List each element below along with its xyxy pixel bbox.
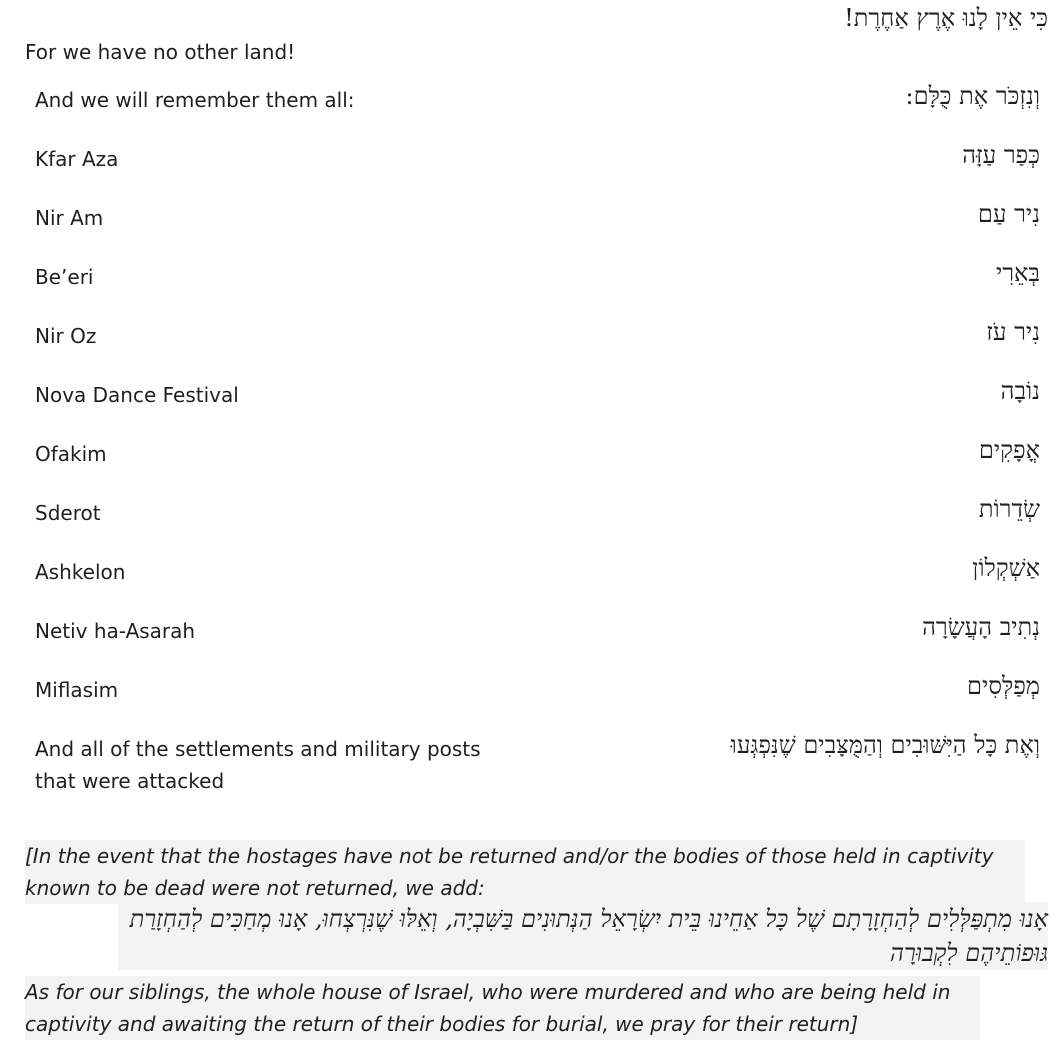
- memorial-table: [24, 78, 1051, 807]
- row-hebrew: נְתִיב הָעֲשָׂרָה: [922, 613, 1040, 641]
- hostage-note-hebrew: אָנוּ מִתְפַּלְּלִים לְהַחְזָרָתָם שֶׁל כָּל אַחֵינוּ בֵּית יִשְׂרָאֵל הַנְּתוּנִים בַּשִּׁבְיָה, וְאֵלּוּ שֶׁנִּרְצְחוּ, אָנוּ מְחַכִּים לְהַחְזָרַת גּוּפוֹתֵיהֶם לִקְבוּרָה: [118, 902, 1048, 970]
- table-row: [24, 196, 1051, 255]
- row-hebrew: וְנִזְכֹּר אֶת כֻּלָּם:: [905, 82, 1040, 110]
- table-row: [24, 491, 1051, 550]
- header-hebrew: כִּי אֵין לָנוּ אֶרֶץ אַחֶרֶת!: [844, 4, 1048, 32]
- row-english: Miflasim: [35, 678, 119, 702]
- row-hebrew: נוֹבָה: [1000, 377, 1040, 405]
- row-english: Nir Oz: [35, 324, 97, 348]
- table-row: [24, 255, 1051, 314]
- row-english: And all of the settlements and military posts that were attacked: [35, 737, 481, 793]
- row-english: Ofakim: [35, 442, 107, 466]
- table-row: [24, 314, 1051, 373]
- table-row: [24, 727, 1051, 807]
- table-row: [24, 432, 1051, 491]
- row-english: Netiv ha-Asarah: [35, 619, 196, 643]
- row-hebrew: בְּאֵרִי: [995, 259, 1040, 287]
- row-english: Be’eri: [35, 265, 94, 289]
- table-row: [24, 373, 1051, 432]
- row-hebrew: כְּפַר עַזָּה: [962, 141, 1040, 169]
- row-english: And we will remember them all:: [35, 88, 355, 112]
- header-english: For we have no other land!: [25, 40, 296, 64]
- table-row: [24, 78, 1051, 137]
- table-row: [24, 609, 1051, 668]
- row-hebrew: אֳפָקִים: [978, 436, 1040, 464]
- table-row: [24, 550, 1051, 609]
- row-hebrew: אַשְׁקְלוֹן: [972, 554, 1040, 582]
- table-row: [24, 137, 1051, 196]
- row-english: Kfar Aza: [35, 147, 119, 171]
- row-english: Nova Dance Festival: [35, 383, 239, 407]
- row-english: Ashkelon: [35, 560, 126, 584]
- row-english: Nir Am: [35, 206, 104, 230]
- row-hebrew: נִיר עֹז: [986, 318, 1040, 346]
- hostage-note-intro: [In the event that the hostages have not be returned and/or the bodies of those held in captivity known to be dead were not returned, we add:: [25, 840, 1025, 904]
- row-english: Sderot: [35, 501, 101, 525]
- table-row: [24, 668, 1051, 727]
- row-hebrew: וְאֶת כָּל הַיִּשּׁוּבִים וְהַמֻּצָּבִים שֶׁנִּפְגְּעוּ: [730, 731, 1040, 759]
- row-hebrew: שְׂדֵרוֹת: [978, 495, 1040, 523]
- hostage-note-translation: As for our siblings, the whole house of Israel, who were murdered and who are being held in captivity and awaiting the return of their bodies for burial, we pray for their return]: [25, 976, 980, 1040]
- row-hebrew: מְפַלְּסִים: [967, 672, 1040, 700]
- row-hebrew: נִיר עַם: [977, 200, 1040, 228]
